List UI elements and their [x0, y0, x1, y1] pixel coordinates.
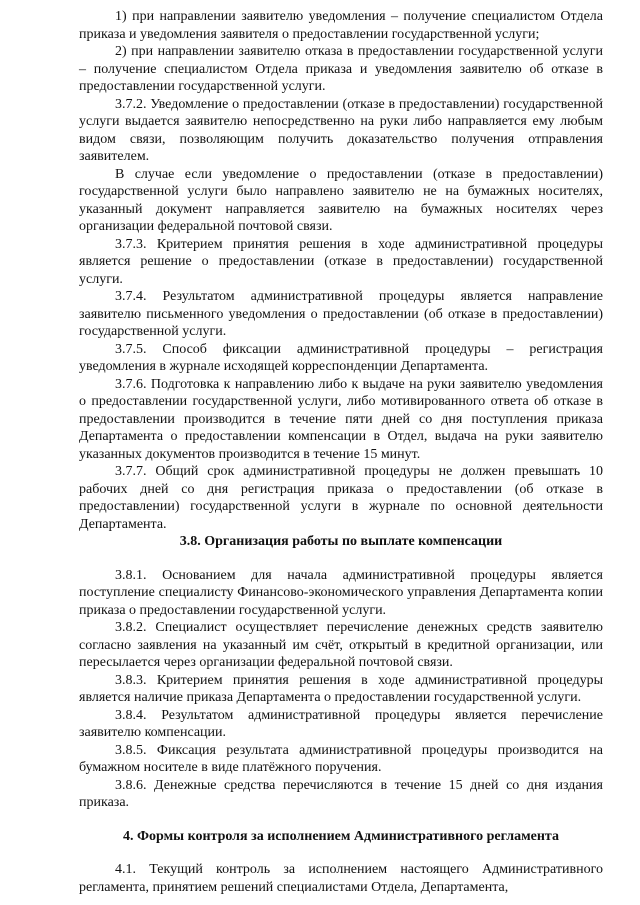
paragraph: 3.8.6. Денежные средства перечисляются в течение 15 дней со дня издания приказа. — [79, 777, 603, 810]
paragraph: 3.8.5. Фиксация результата административной процедуры производится на бумажном носителе в виде платёжного поручения. — [79, 742, 603, 775]
section-heading: 4. Формы контроля за исполнением Административного регламента — [123, 828, 559, 844]
paragraph: 3.7.6. Подготовка к направлению либо к выдаче на руки заявителю уведомления о предоставлении государственной услуги, либо мотивированного ответа об отказе в предоставлении производится в течение пяти дней со дня поступления приказа Департамента о предоставлении компенсации в Отдел, выдача на руки заявителю указанных документов производится в течение 15 минут. — [79, 376, 603, 462]
paragraph: 3.8.2. Специалист осуществляет перечисление денежных средств заявителю согласно заявления на указанный им счёт, открытый в кредитной организации, или пересылается через организации федеральной почтовой связи. — [79, 620, 603, 670]
paragraph: 3.7.7. Общий срок административной процедуры не должен превышать 10 рабочих дней со дня регистрация приказа о предоставлении (об отказе в предоставлении) государственной услуги в журнале по основной деятельности Департамента. — [79, 464, 603, 532]
paragraph: 3.7.5. Способ фиксации административной процедуры – регистрация уведомления в журнале исходящей корреспонденции Департамента. — [79, 341, 603, 374]
paragraph: В случае если уведомление о предоставлении (отказе в предоставлении) государственной услуги было направлено заявителю не на бумажных носителях, указанный документ направляется заявителю на бумажных носителях через организации федеральной почтовой связи. — [79, 166, 603, 234]
document-page — [79, 8, 603, 896]
paragraph: 3.8.4. Результатом административной процедуры является перечисление заявителю компенсации. — [79, 707, 603, 740]
section-heading: 3.8. Организация работы по выплате компенсации — [179, 534, 503, 549]
paragraph: 3.7.3. Критерием принятия решения в ходе административной процедуры является решение о предоставлении (отказе в предоставлении) государственной услуги. — [79, 236, 603, 287]
paragraph: 4.1. Текущий контроль за исполнением настоящего Административного регламента, принятием решений специалистами Отдела, Департамента, — [79, 862, 603, 895]
paragraph: 2) при направлении заявителю отказа в предоставлении государственной услуги – получение специалистом Отдела приказа и уведомления заявителю об отказе в предоставлении государственной услуги. — [79, 44, 603, 94]
paragraph: 1) при направлении заявителю уведомления – получение специалистом Отдела приказа и уведомления заявителя о предоставлении государственной услуги; — [79, 9, 603, 42]
paragraph: 3.7.2. Уведомление о предоставлении (отказе в предоставлении) государственной услуги выдается заявителю непосредственно на руки либо направляется ему любым видом связи, позволяющим получить доказательство получения отправления заявителем. — [79, 96, 603, 164]
paragraph: 3.7.4. Результатом административной процедуры является направление заявителю письменного уведомления о предоставлении (об отказе в предоставлении) государственной услуги. — [79, 289, 603, 339]
paragraph: 3.8.1. Основанием для начала административной процедуры является поступление специалисту Финансово-экономического управления Департамента копии приказа о предоставлении государственной услуги. — [79, 567, 603, 618]
paragraph: 3.8.3. Критерием принятия решения в ходе административной процедуры является наличие приказа Департамента о предоставлении государственной услуги. — [79, 672, 603, 705]
